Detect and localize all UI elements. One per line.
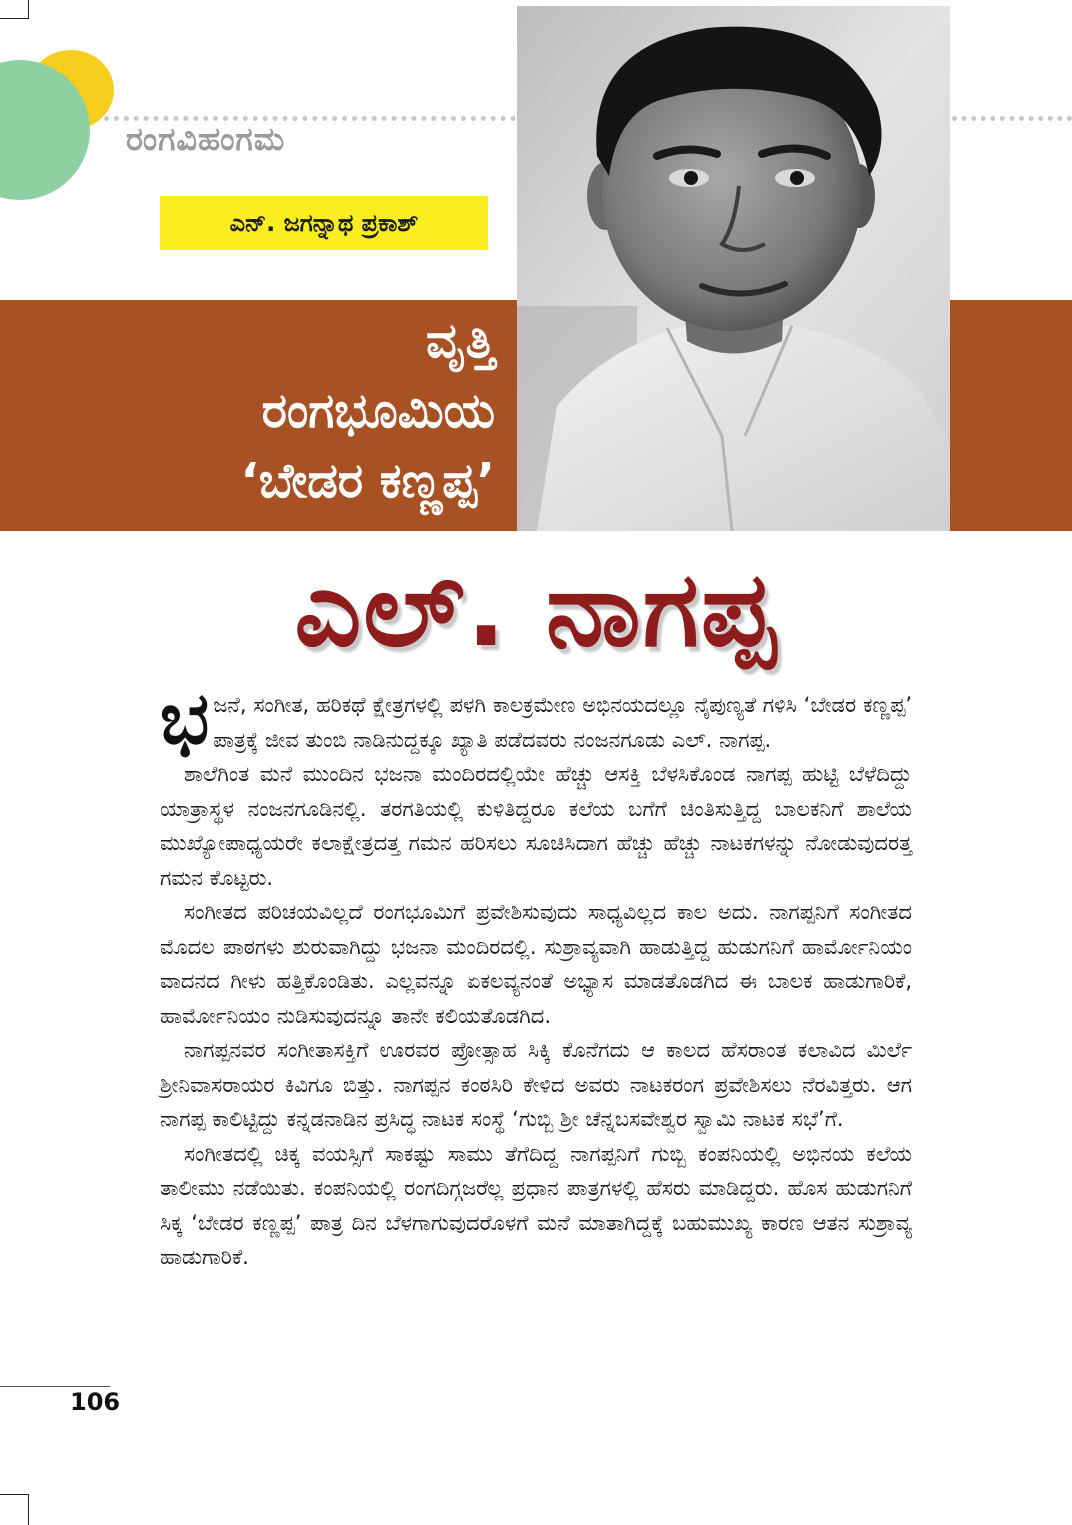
headline-line-1: ವೃತ್ತಿ (425, 313, 495, 369)
paragraph-1-text: ಜನೆ, ಸಂಗೀತ, ಹರಿಕಥೆ ಕ್ಷೇತ್ರಗಳಲ್ಲಿ ಪಳಗಿ ಕಾಲಕ್ರಮೇಣ ಅಭಿನಯದಲ್ಲೂ ನೈಪುಣ್ಯತೆ ಗಳಿಸಿ ‘ಬೇಡರ ಕಣ್ಣಪ್ಪ’ ಪಾತ್ರಕ್ಕೆ ಜೀವ ತುಂಬಿ ನಾಡಿನುದ್ದಕ್ಕೂ ಖ್ಯಾತಿ ಪಡೆದವರು ನಂಜನಗೂಡು ಎಲ್. ನಾಗಪ್ಪ. (213, 693, 912, 752)
portrait-photo (517, 6, 950, 531)
paragraph-5: ಸಂಗೀತದಲ್ಲಿ ಚಿಕ್ಕ ವಯಸ್ಸಿಗೆ ಸಾಕಷ್ಟು ಸಾಮು ತೆಗೆದಿದ್ದ ನಾಗಪ್ಪನಿಗೆ ಗುಬ್ಬಿ ಕಂಪನಿಯಲ್ಲಿ ಅಭಿನಯ ಕಲೆಯ ತಾಲೀಮು ನಡೆಯಿತು. ಕಂಪನಿಯಲ್ಲಿ ರಂಗದಿಗ್ಗಜರೆಲ್ಲ ಪ್ರಧಾನ ಪಾತ್ರಗಳಲ್ಲಿ ಹೆಸರು ಮಾಡಿದ್ದರು. ಹೊಸ ಹುಡುಗನಿಗೆ ಸಿಕ್ಕ ‘ಬೇಡರ ಕಣ್ಣಪ್ಪ’ ಪಾತ್ರ ದಿನ ಬೆಳಗಾಗುವುದರೊಳಗೆ ಮನೆ ಮಾತಾಗಿದ್ದಕ್ಕೆ ಬಹುಮುಖ್ಯ ಕಾರಣ ಆತನ ಸುಶ್ರಾವ್ಯ ಹಾಡುಗಾರಿಕೆ. (160, 1141, 912, 1269)
dotted-rule-right (952, 116, 1072, 121)
page-number-rule (0, 1386, 110, 1387)
section-label: ರಂಗವಿಹಂಗಮ (126, 120, 286, 158)
paragraph-2: ಶಾಲೆಗಿಂತ ಮನೆ ಮುಂದಿನ ಭಜನಾ ಮಂದಿರದಲ್ಲಿಯೇ ಹೆಚ್ಚು ಆಸಕ್ತಿ ಬೆಳಸಿಕೊಂಡ ನಾಗಪ್ಪ ಹುಟ್ಟಿ ಬೆಳೆದಿದ್ದು ಯಾತ್ರಾಸ್ಥಳ ನಂಜನಗೂಡಿನಲ್ಲಿ. ತರಗತಿಯಲ್ಲಿ ಕುಳಿತಿದ್ದರೂ ಕಲೆಯ ಬಗೆಗೆ ಚಿಂತಿಸುತ್ತಿದ್ದ ಬಾಲಕನಿಗೆ ಶಾಲೆಯ ಮುಖ್ಯೋಪಾಧ್ಯಯರೇ ಕಲಾಕ್ಷೇತ್ರದತ್ತ ಗಮನ ಹರಿಸಲು ಸೂಚಿಸಿದಾಗ ಹೆಚ್ಚು ಹೆಚ್ಚು ನಾಟಕಗಳನ್ನು ನೋಡುವುದರತ್ತ ಗಮನ ಕೊಟ್ಟರು. (160, 762, 912, 890)
author-name: ಎನ್. ಜಗನ್ನಾಥ ಪ್ರಕಾಶ್ (229, 209, 419, 237)
crop-mark-bottom-left (0, 1494, 28, 1495)
article-title: ಎಲ್. ನಾಗಪ್ಪ (294, 548, 778, 670)
crop-mark-bottom-left (28, 1494, 29, 1525)
paragraph-3: ಸಂಗೀತದ ಪರಿಚಯವಿಲ್ಲದೆ ರಂಗಭೂಮಿಗೆ ಪ್ರವೇಶಿಸುವುದು ಸಾಧ್ಯವಿಲ್ಲದ ಕಾಲ ಅದು. ನಾಗಪ್ಪನಿಗೆ ಸಂಗೀತದ ಮೊದಲ ಪಾಠಗಳು ಶುರುವಾಗಿದ್ದು ಭಜನಾ ಮಂದಿರದಲ್ಲಿ. ಸುಶ್ರಾವ್ಯವಾಗಿ ಹಾಡುತ್ತಿದ್ದ ಹುಡುಗನಿಗೆ ಹಾರ್ಮೋನಿಯಂ ವಾದನದ ಗೀಳು ಹತ್ತಿಕೊಂಡಿತು. ಎಲ್ಲವನ್ನೂ ಏಕಲವ್ಯನಂತೆ ಅಭ್ಯಾಸ ಮಾಡತೊಡಗಿದ ಈ ಬಾಲಕ ಹಾಡುಗಾರಿಕೆ, ಹಾರ್ಮೋನಿಯಂ ನುಡಿಸುವುದನ್ನೂ ತಾನೇ ಕಲಿಯತೊಡಗಿದ. (160, 900, 912, 1028)
crop-mark-top-left (0, 18, 28, 19)
crop-mark-top-left (28, 0, 29, 19)
drop-cap: ಭ (160, 676, 210, 760)
page-number: 106 (70, 1388, 121, 1416)
headline-line-2: ರಂಗಭೂಮಿಯ (261, 383, 495, 439)
portrait-illustration (517, 6, 950, 531)
paragraph-1 (160, 676, 912, 760)
headline (75, 306, 495, 516)
headline-line-3: ‘ಬೇಡರ ಕಣ್ಣಪ್ಪ’ (240, 453, 495, 509)
paragraph-4: ನಾಗಪ್ಪನವರ ಸಂಗೀತಾಸಕ್ತಿಗೆ ಊರವರ ಪ್ರೋತ್ಸಾಹ ಸಿಕ್ಕಿ ಕೊನೆಗದು ಆ ಕಾಲದ ಹೆಸರಾಂತ ಕಲಾವಿದ ಮಿರ್ಲೆ ಶ್ರೀನಿವಾಸರಾಯರ ಕಿವಿಗೂ ಬಿತ್ತು. ನಾಗಪ್ಪನ ಕಂಠಸಿರಿ ಕೇಳಿದ ಅವರು ನಾಟಕರಂಗ ಪ್ರವೇಶಿಸಲು ನೆರವಿತ್ತರು. ಆಗ ನಾಗಪ್ಪ ಕಾಲಿಟ್ಟಿದ್ದು ಕನ್ನಡನಾಡಿನ ಪ್ರಸಿದ್ಧ ನಾಟಕ ಸಂಸ್ಥೆ ‘ಗುಬ್ಬಿ ಶ್ರೀ ಚೆನ್ನಬಸವೇಶ್ವರ ಸ್ವಾಮಿ ನಾಟಕ ಸಭೆ’ಗೆ. (160, 1038, 912, 1131)
article-body (160, 676, 912, 1275)
author-box (160, 196, 488, 250)
